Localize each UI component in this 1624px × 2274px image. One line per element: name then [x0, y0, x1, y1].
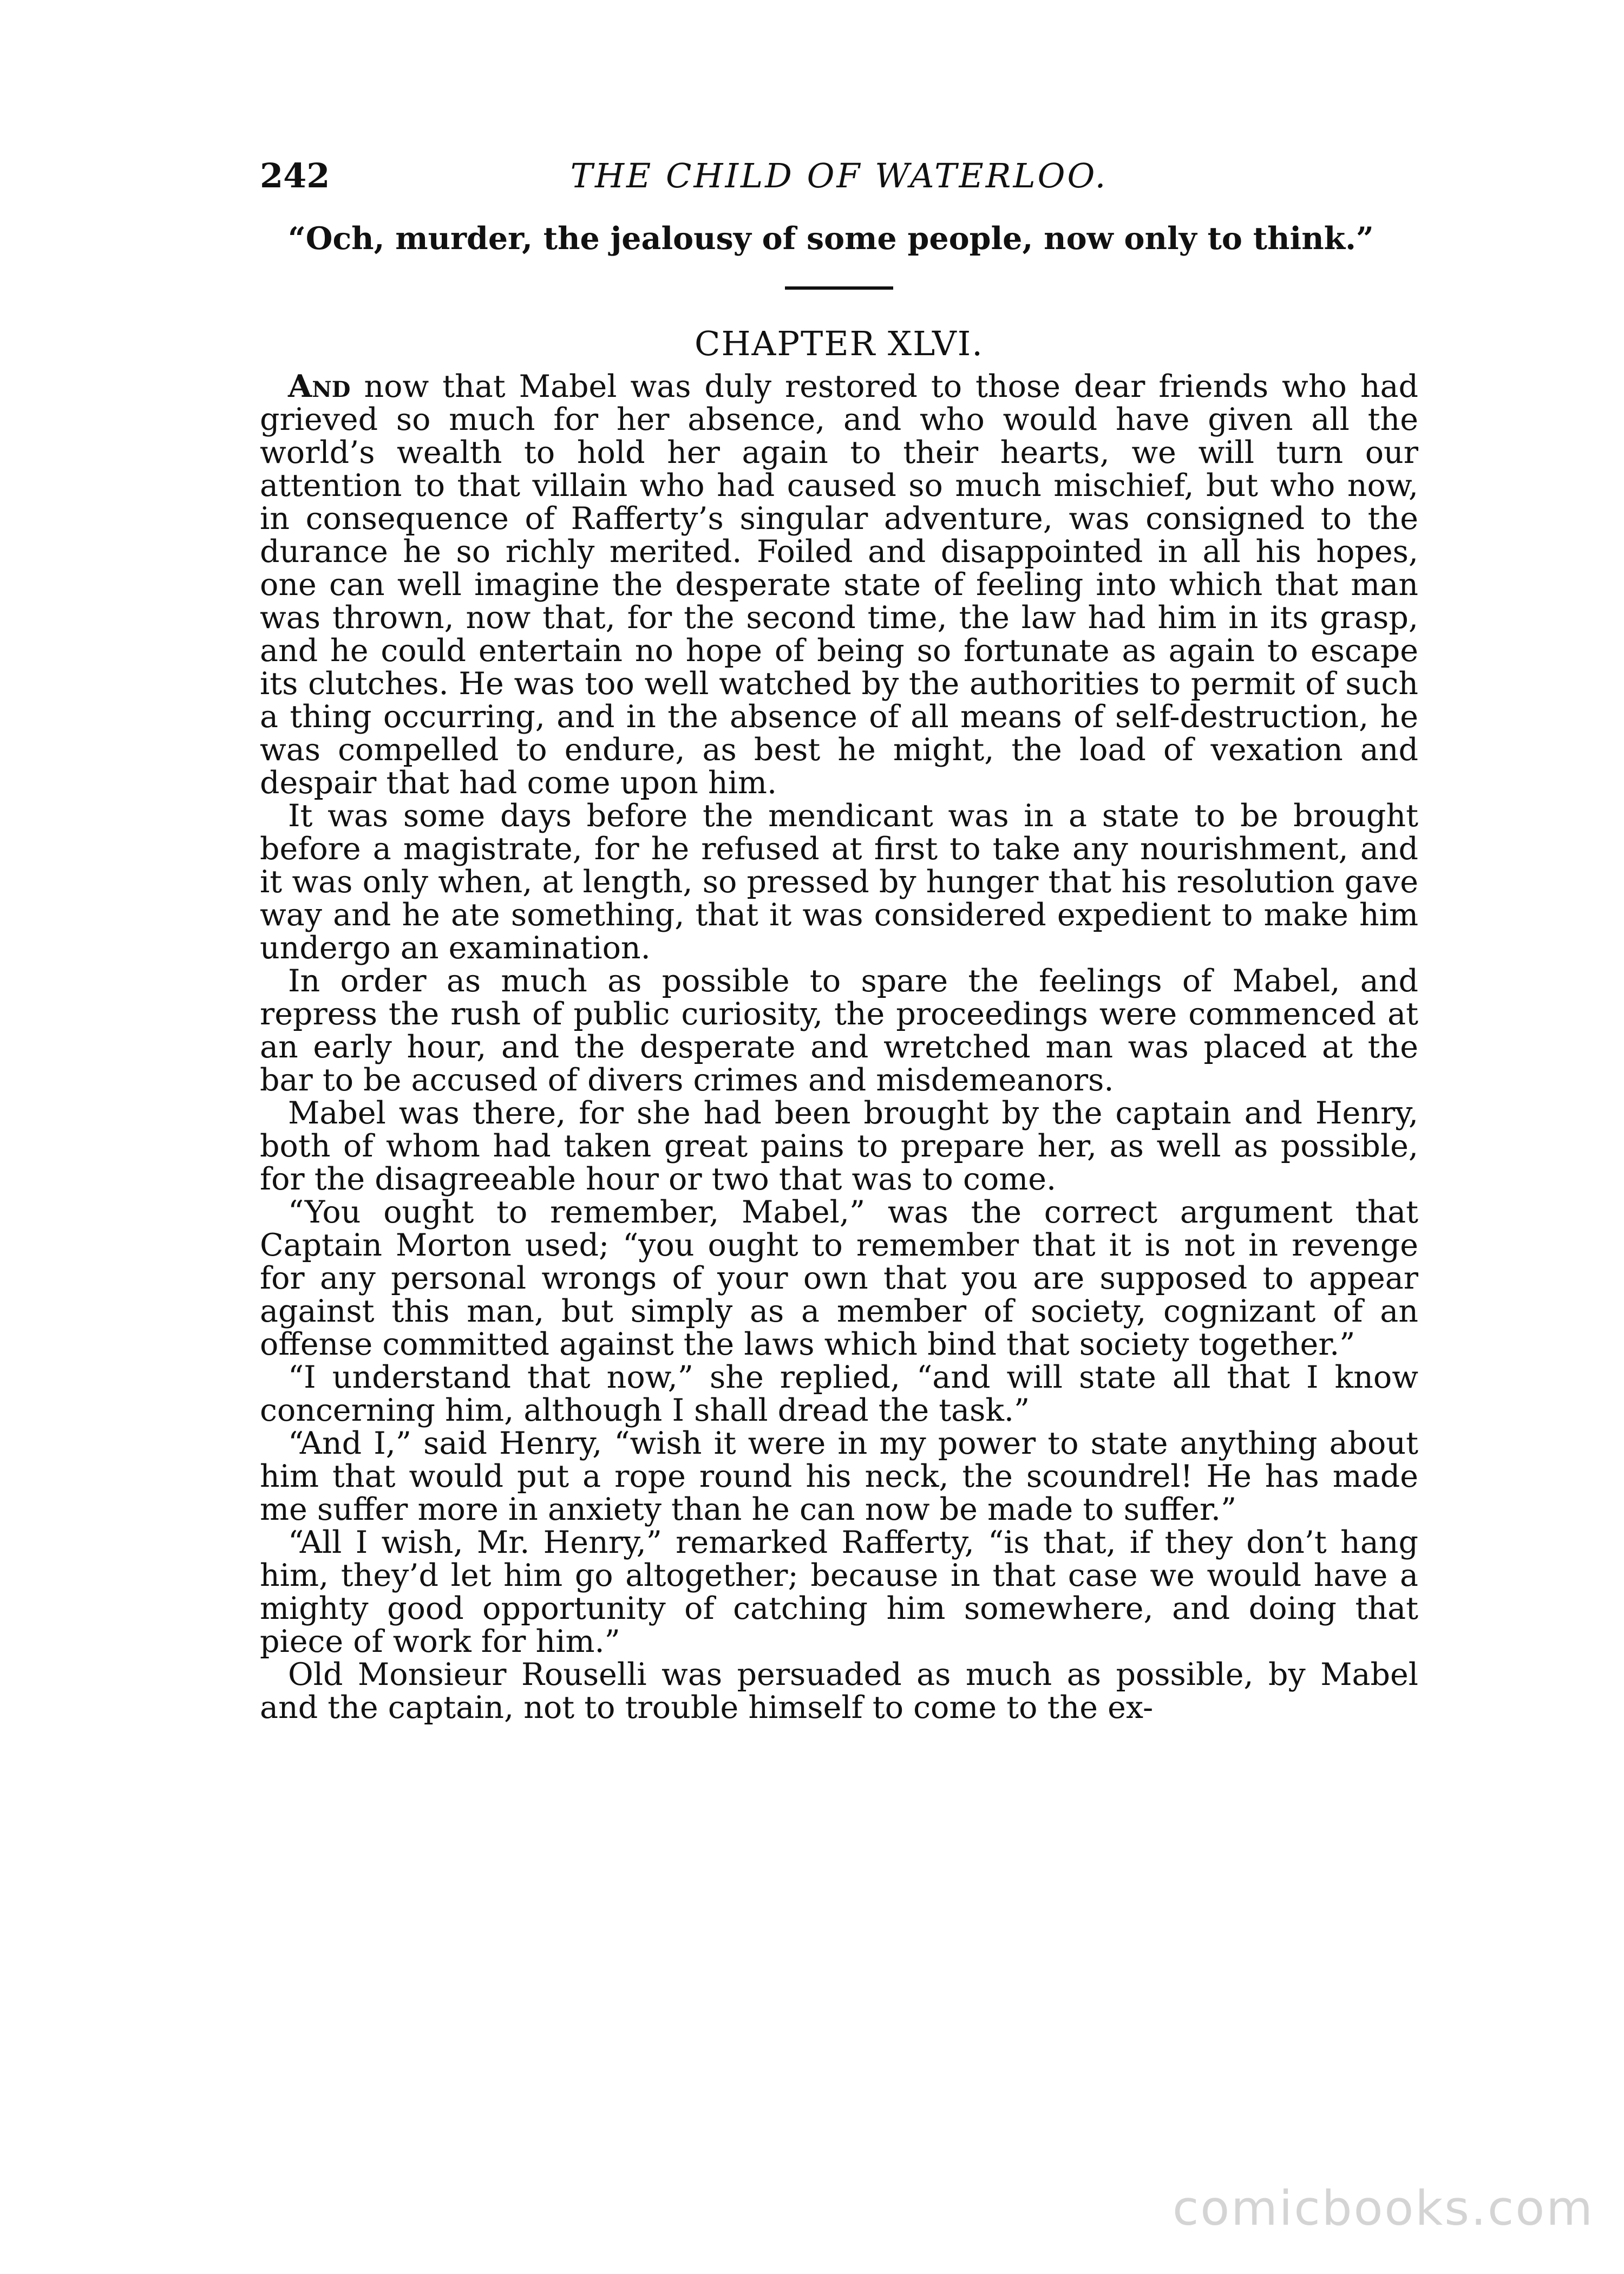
section-divider	[785, 286, 893, 290]
paragraph-last: Old Monsieur Rouselli was persuaded as much as possible, by Mabel and the captain, not to trouble himself to come to the ex-	[260, 1657, 1418, 1726]
paragraph: “And I,” said Henry, “wish it were in my power to state anything about him that would put a rope round his neck, the scoundrel! He has made me suffer more in anxiety than he can now be made to suffer.”	[260, 1426, 1418, 1527]
running-head: THE CHILD OF WATERLOO.	[570, 156, 1108, 195]
paragraph: It was some days before the mendicant was in a state to be brought before a magistrate, for he refused at first to take any nourishment, and it was only when, at length, so pressed by hunger that his resolution gave way and he ate something, that it was considered expedient to make him undergo an examination.	[260, 798, 1418, 966]
paragraph: Mabel was there, for she had been brought by the captain and Henry, both of whom had taken great pains to prepare her, as well as possible, for the disagreeable hour or two that was to come.	[260, 1095, 1418, 1197]
paragraph: “I understand that now,” she replied, “and will state all that I know concerning him, although I shall dread the task.”	[260, 1360, 1418, 1428]
text-block	[260, 222, 1418, 1724]
chapter-first-word: And	[288, 368, 351, 404]
opening-line: “Och, murder, the jealousy of some people, now only to think.”	[288, 220, 1374, 257]
page-number: 242	[260, 156, 330, 195]
watermark: comicbooks.com	[1172, 2180, 1594, 2236]
paragraph: In order as much as possible to spare the feelings of Mabel, and repress the rush of public curiosity, the proceedings were commenced at an early hour, and the desperate and wretched man was placed at the bar to be accused of divers crimes and misdemeanors.	[260, 963, 1418, 1098]
paragraph: “All I wish, Mr. Henry,” remarked Rafferty, “is that, if they don’t hang him, they’d let him go altogether; because in that case we would have a mighty good opportunity of catching him somewhere, and doing that piece of work for him.”	[260, 1525, 1418, 1659]
chapter-title: CHAPTER XLVI.	[695, 324, 984, 363]
paragraph: “You ought to remember, Mabel,” was the correct argument that Captain Morton used; “you ought to remember that it is not in revenge for any personal wrongs of your own that you are supposed to appear against this man, but simply as a member of society, cognizant of an offense committed against the laws which bind that society together.”	[260, 1194, 1418, 1362]
page-header	[260, 146, 1418, 206]
chapter-first-paragraph-text: now that Mabel was duly restored to those dear friends who had grieved so much for her absence, and who would have given all the world’s wealth to hold her again to their hearts, we will turn our attention to that villain who had caused so much mischief, but who now, in consequence of Rafferty’s singular adventure, was consigned to the durance he so richly merited. Foiled and disappointed in all his hopes, one can well imagine the desperate state of feeling into which that man was thrown, now that, for the second time, the law had him in its grasp, and he could entertain no hope of being so fortunate as again to escape its clutches. He was too well watched by the authorities to permit of such a thing occurring, and in the absence of all means of self-destruction, he was compelled to endure, as best he might, the load of vexation and despair that had come upon him.	[260, 369, 1418, 801]
chapter-first-paragraph	[260, 370, 1418, 800]
